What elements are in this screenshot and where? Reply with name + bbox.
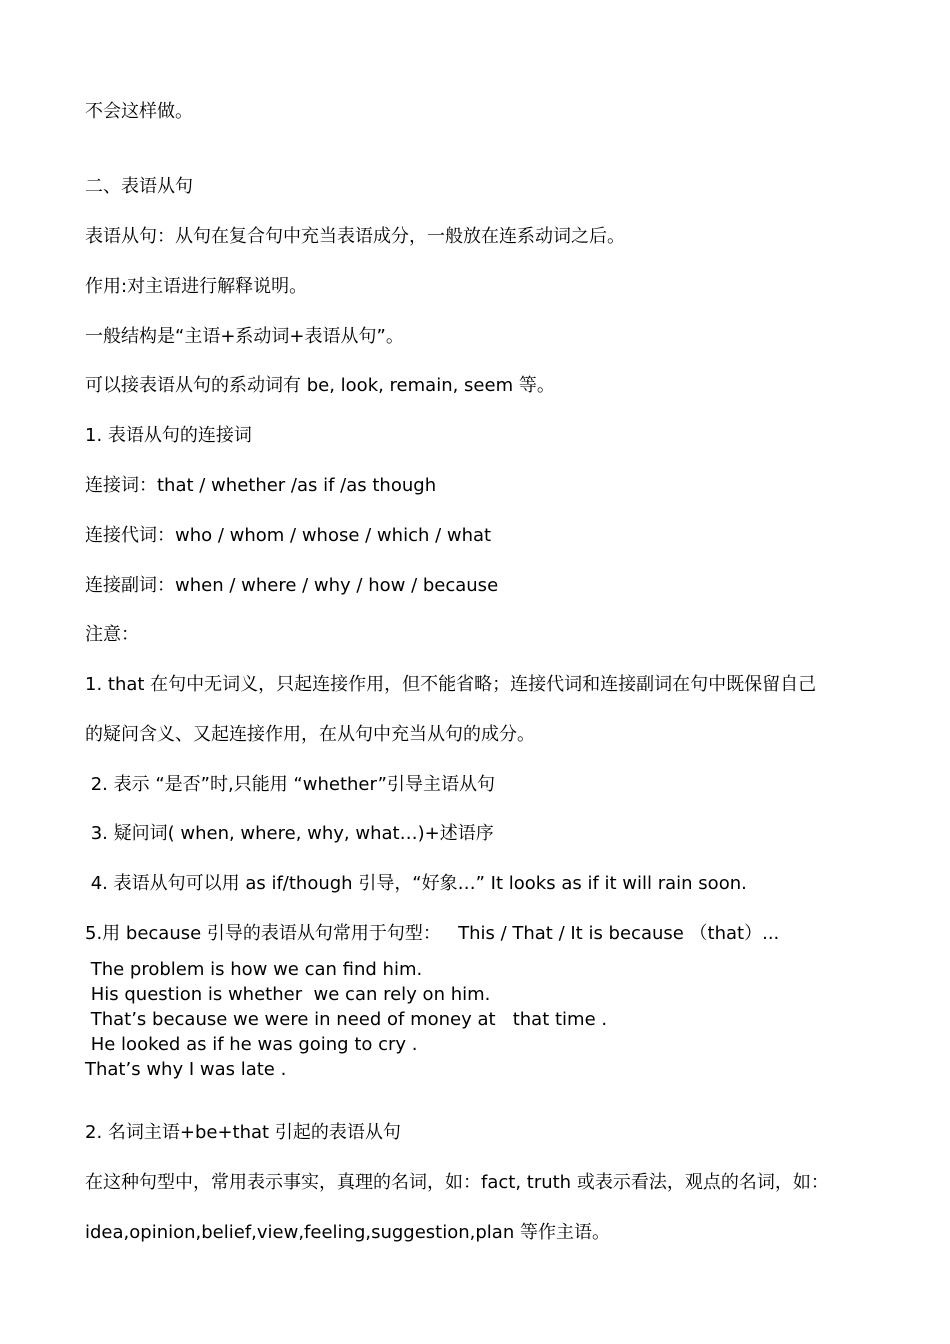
text-line: 作用:对主语进行解释说明。 xyxy=(85,276,308,297)
text-line: idea,opinion,belief,view,feeling,suggestion,plan 等作主语。 xyxy=(85,1222,610,1243)
example-sentence: His question is whether we can rely on him. xyxy=(85,984,491,1005)
example-sentence: That’s why I was late . xyxy=(85,1059,287,1080)
text-line: 4. 表语从句可以用 as if/though 引导，“好象…” It looks as if it will rain soon. xyxy=(85,873,747,894)
example-sentence: The problem is how we can find him. xyxy=(85,959,423,980)
text-line: 不会这样做。 xyxy=(85,101,193,122)
text-line: 可以接表语从句的系动词有 be, look, remain, seem 等。 xyxy=(85,375,555,396)
text-line: 3. 疑问词( when, where, why, what…)+述语序 xyxy=(85,823,494,844)
example-sentence: That’s because we were in need of money at that time . xyxy=(85,1009,608,1030)
text-line: 5.用 because 引导的表语从句常用于句型： This / That / It is because （that）... xyxy=(85,923,780,944)
section-heading: 二、表语从句 xyxy=(85,176,193,197)
text-line: 连接代词：who / whom / whose / which / what xyxy=(85,525,492,546)
subsection-heading: 1. 表语从句的连接词 xyxy=(85,425,252,446)
text-line: 在这种句型中，常用表示事实，真理的名词，如：fact, truth 或表示看法，观点的名词，如： xyxy=(85,1172,829,1193)
subsection-heading: 2. 名词主语+be+that 引起的表语从句 xyxy=(85,1122,401,1143)
text-line: 连接副词：when / where / why / how / because xyxy=(85,575,499,596)
note-label: 注意： xyxy=(85,624,139,645)
text-line: 一般结构是“主语+系动词+表语从句”。 xyxy=(85,326,404,347)
text-line: 2. 表示 “是否”时,只能用 “whether”引导主语从句 xyxy=(85,774,495,795)
text-line: 表语从句：从句在复合句中充当表语成分，一般放在连系动词之后。 xyxy=(85,226,625,247)
text-line: 1. that 在句中无词义，只起连接作用，但不能省略；连接代词和连接副词在句中既保留自己 xyxy=(85,674,817,695)
text-line: 的疑问含义、又起连接作用，在从句中充当从句的成分。 xyxy=(85,724,535,745)
example-sentence: He looked as if he was going to cry . xyxy=(85,1034,418,1055)
text-line: 连接词：that / whether /as if /as though xyxy=(85,475,437,496)
